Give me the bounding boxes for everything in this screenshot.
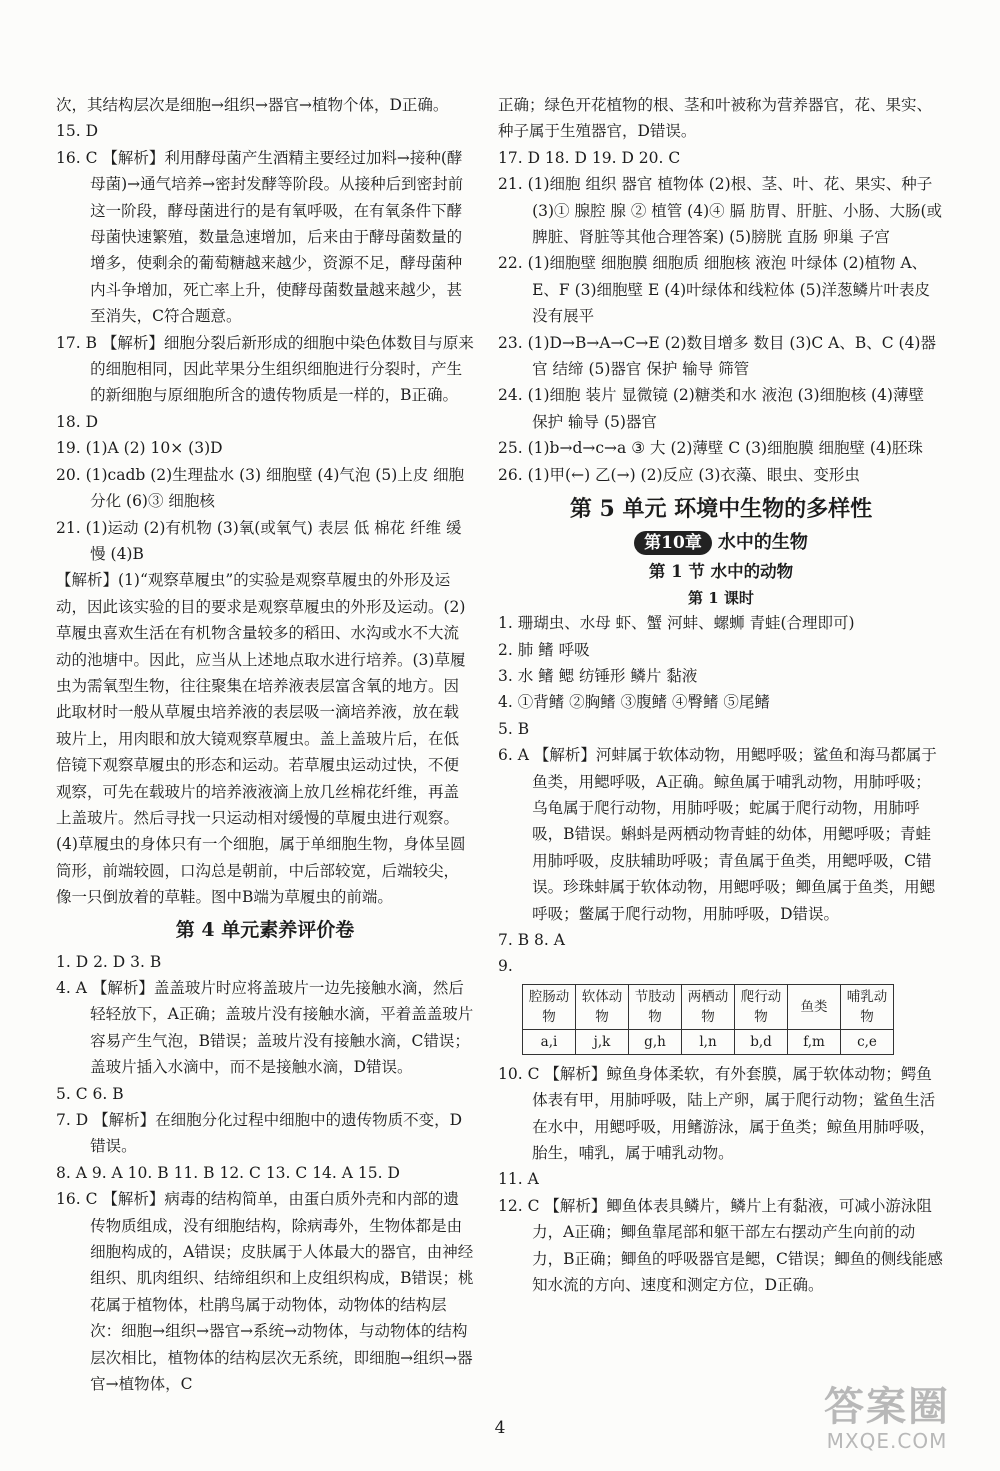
watermark-text: 答案圈 bbox=[824, 1383, 950, 1430]
table-row bbox=[523, 1029, 894, 1054]
answer-line: 17. B 【解析】细胞分裂后新形成的细胞中染色体数目与原来的细胞相同，因此苹果分生组织细胞进行分裂时，产生的新细胞与原细胞所含的遗传物质是一样的，B正确。 bbox=[56, 333, 474, 405]
table-header-row bbox=[523, 984, 894, 1029]
chapter-heading bbox=[498, 528, 944, 558]
animal-classification-table bbox=[522, 984, 894, 1055]
answer-line: 次，其结构层次是细胞→组织→器官→植物个体，D正确。 bbox=[56, 96, 449, 114]
answer-line: 6. A 【解析】河蚌属于软体动物，用鳃呼吸；鲨鱼和海马都属于鱼类，用鳃呼吸，A正确。鲸鱼属于哺乳动物，用肺呼吸；乌龟属于爬行动物，用肺呼吸；蛇属于爬行动物，用肺呼吸，B错误。蝌蚪是两栖动物青蛙的幼体，用鳃呼吸；青蛙用肺呼吸，皮肤辅助呼吸；青鱼属于鱼类，用鳃呼吸，C错误。珍珠蚌属于软体动物，用鳃呼吸；鲫鱼属于鱼类，用鳃呼吸；鳖属于爬行动物，用肺呼吸，D错误。 bbox=[498, 746, 937, 923]
answer-line: 1. 珊瑚虫、水母 虾、蟹 河蚌、螺蛳 青蛙(合理即可) bbox=[498, 614, 855, 633]
answer-line: 1. D 2. D 3. B bbox=[56, 952, 162, 971]
table-cell: f,m bbox=[788, 1029, 841, 1054]
left-column bbox=[56, 92, 474, 1398]
answer-line: 24. (1)细胞 装片 显微镜 (2)糖类和水 液泡 (3)细胞核 (4)薄壁 保护 输导 (5)器官 bbox=[498, 386, 924, 431]
table-cell: b,d bbox=[735, 1029, 788, 1054]
answer-line: 22. (1)细胞壁 细胞膜 细胞质 细胞核 液泡 叶绿体 (2)植物 A、E、F (3)细胞壁 E (4)叶绿体和线粒体 (5)洋葱鳞片叶表皮没有展平 bbox=[498, 254, 931, 326]
answer-line: 21. (1)细胞 组织 器官 植物体 (2)根、茎、叶、花、果实、种子 (3)① 腺腔 腺 ② 植管 (4)④ 膈 肪胃、肝脏、小肠、大肠(或脾脏、肾脏等其他合理答案) (5)膀胱 直肠 卵巢 子宫 bbox=[498, 175, 943, 247]
chapter-title: 水中的生物 bbox=[717, 532, 808, 554]
answer-line: 16. C 【解析】病毒的结构简单，由蛋白质外壳和内部的遗传物质组成，没有细胞结构，除病毒外，生物体都是由细胞构成的，A错误；皮肤属于人体最大的器官，由神经组织、肌肉组织、结缔组织和上皮组织构成，B错误；桃花属于植物体，杜鹃鸟属于动物体，动物体的结构层次：细胞→组织→器官→系统→动物体，与动物体的结构层次相比，植物体的结构层次无系统，即细胞→组织→器官→植物体，C bbox=[56, 1190, 474, 1394]
unit-4-evaluation-title: 第 4 单元素养评价卷 bbox=[175, 918, 355, 941]
chapter-tag: 第10章 bbox=[634, 531, 712, 555]
table-header-cell: 鱼类 bbox=[788, 984, 841, 1029]
section-title: 第 1 节 水中的动物 bbox=[648, 562, 794, 582]
answer-line: 5. B bbox=[498, 719, 530, 738]
table-cell: a,i bbox=[523, 1029, 576, 1054]
table-header-cell: 软体动物 bbox=[576, 984, 629, 1029]
answer-line: 7. B 8. A bbox=[498, 930, 565, 949]
lesson-title: 第 1 课时 bbox=[688, 589, 754, 608]
table-header-cell: 爬行动物 bbox=[735, 984, 788, 1029]
watermark-url: MXQE.COM bbox=[826, 1429, 948, 1453]
analysis-paragraph: 【解析】(1)“观察草履虫”的实验是观察草履虫的外形及运动，因此该实验的目的要求是观察草履虫的外形及运动。(2)草履虫喜欢生活在有机物含量较多的稻田、水沟或水不大流动的池塘中。因此，应当从上述地点取水进行培养。(3)草履虫为需氧型生物，往往聚集在培养液表层富含氧的地方。因此取材时一般从草履虫培养液的表层吸一滴培养液，放在载玻片上，用肉眼和放大镜观察草履虫。盖上盖玻片后，在低倍镜下观察草履虫的形态和运动。若草履虫运动过快，不便观察，可先在载玻片的培养液液滴上放几丝棉花纤维，再盖上盖玻片。然后寻找一只运动相对缓慢的草履虫进行观察。(4)草履虫的身体只有一个细胞，属于单细胞生物，身体呈圆筒形，前端较圆，口沟总是朝前，中后部较宽，后端较尖，像一只倒放着的草鞋。图中B端为草履虫的前端。 bbox=[56, 571, 466, 907]
table-cell: g,h bbox=[629, 1029, 682, 1054]
answer-line: 18. D bbox=[56, 412, 99, 431]
table-header-cell: 腔肠动物 bbox=[523, 984, 576, 1029]
answer-line: 4. A 【解析】盖盖玻片时应将盖玻片一边先接触水滴，然后轻轻放下，A正确；盖玻片没有接触水滴，平着盖盖玻片容易产生气泡，B错误；盖玻片没有接触水滴，C错误；盖玻片插入水滴中，而不是接触水滴，D错误。 bbox=[56, 979, 474, 1077]
page-number: 4 bbox=[494, 1418, 506, 1438]
answer-line: 正确；绿色开花植物的根、茎和叶被称为营养器官，花、果实、种子属于生殖器官，D错误。 bbox=[498, 96, 933, 141]
answer-line: 26. (1)甲(←) 乙(→) (2)反应 (3)衣藻、眼虫、变形虫 bbox=[498, 465, 860, 484]
table-cell: l,n bbox=[682, 1029, 735, 1054]
table-cell: j,k bbox=[576, 1029, 629, 1054]
table-cell: c,e bbox=[841, 1029, 894, 1054]
answer-line: 9. bbox=[498, 957, 513, 976]
answer-line: 23. (1)D→B→A→C→E (2)数目增多 数目 (3)C A、B、C (4)器官 结缔 (5)器官 保护 输导 筛管 bbox=[498, 333, 936, 379]
answer-line: 8. A 9. A 10. B 11. B 12. C 13. C 14. A 15. D bbox=[56, 1163, 400, 1182]
answer-line: 15. D bbox=[56, 122, 99, 141]
answer-line: 10. C 【解析】鲸鱼身体柔软，有外套膜，属于软体动物；鳄鱼体表有甲，用肺呼吸，陆上产卵，属于爬行动物；鲨鱼生活在水中，用鳃呼吸，用鳍游泳，属于鱼类；鲸鱼用肺呼吸，胎生，哺乳，属于哺乳动物。 bbox=[498, 1064, 936, 1162]
answer-line: 12. C 【解析】鲫鱼体表具鳞片，鳞片上有黏液，可减小游泳阻力，A正确；鲫鱼靠尾部和躯干部左右摆动产生向前的动力，B正确；鲫鱼的呼吸器官是鳃，C错误；鲫鱼的侧线能感知水流的方向、速度和测定方位，D正确。 bbox=[498, 1196, 943, 1295]
table-header-cell: 节肢动物 bbox=[629, 984, 682, 1029]
table-header-cell: 两栖动物 bbox=[682, 984, 735, 1029]
answer-line: 20. (1)cadb (2)生理盐水 (3) 细胞壁 (4)气泡 (5)上皮 细胞分化 (6)③ 细胞核 bbox=[56, 465, 465, 511]
answer-line: 3. 水 鳍 鳃 纺锤形 鳞片 黏液 bbox=[498, 666, 698, 685]
answer-line: 11. A bbox=[498, 1170, 539, 1189]
answer-line: 2. 肺 鳍 呼吸 bbox=[498, 640, 590, 659]
right-column bbox=[498, 92, 944, 1298]
table-header-cell: 哺乳动物 bbox=[841, 984, 894, 1029]
answer-line: 5. C 6. B bbox=[56, 1084, 124, 1103]
answer-line: 16. C 【解析】利用酵母菌产生酒精主要经过加料→接种(酵母菌)→通气培养→密封发酵等阶段。从接种后到密封前这一阶段，酵母菌进行的是有氧呼吸，在有氧条件下酵母菌快速繁殖，数量急速增加，后来由于酵母菌数量的增多，使剩余的葡萄糖越来越少，资源不足，酵母菌种内斗争增加，死亡率上升，使酵母菌数量越来越少，甚至消失，C符合题意。 bbox=[56, 148, 464, 326]
answer-line: 19. (1)A (2) 10× (3)D bbox=[56, 439, 223, 458]
answer-line: 17. D 18. D 19. D 20. C bbox=[498, 148, 681, 167]
answer-line: 4. ①背鳍 ②胸鳍 ③腹鳍 ④臀鳍 ⑤尾鳍 bbox=[498, 693, 770, 712]
unit-5-title: 第 5 单元 环境中生物的多样性 bbox=[569, 496, 873, 523]
answer-line: 7. D 【解析】在细胞分化过程中细胞中的遗传物质不变，D错误。 bbox=[56, 1111, 462, 1156]
watermark-logo bbox=[792, 1385, 982, 1465]
answer-line: 21. (1)运动 (2)有机物 (3)氧(或氧气) 表层 低 棉花 纤维 缓慢 (4)B bbox=[56, 518, 462, 563]
answer-line: 25. (1)b→d→c→a ③ 大 (2)薄壁 C (3)细胞膜 细胞壁 (4)胚珠 bbox=[498, 439, 923, 458]
